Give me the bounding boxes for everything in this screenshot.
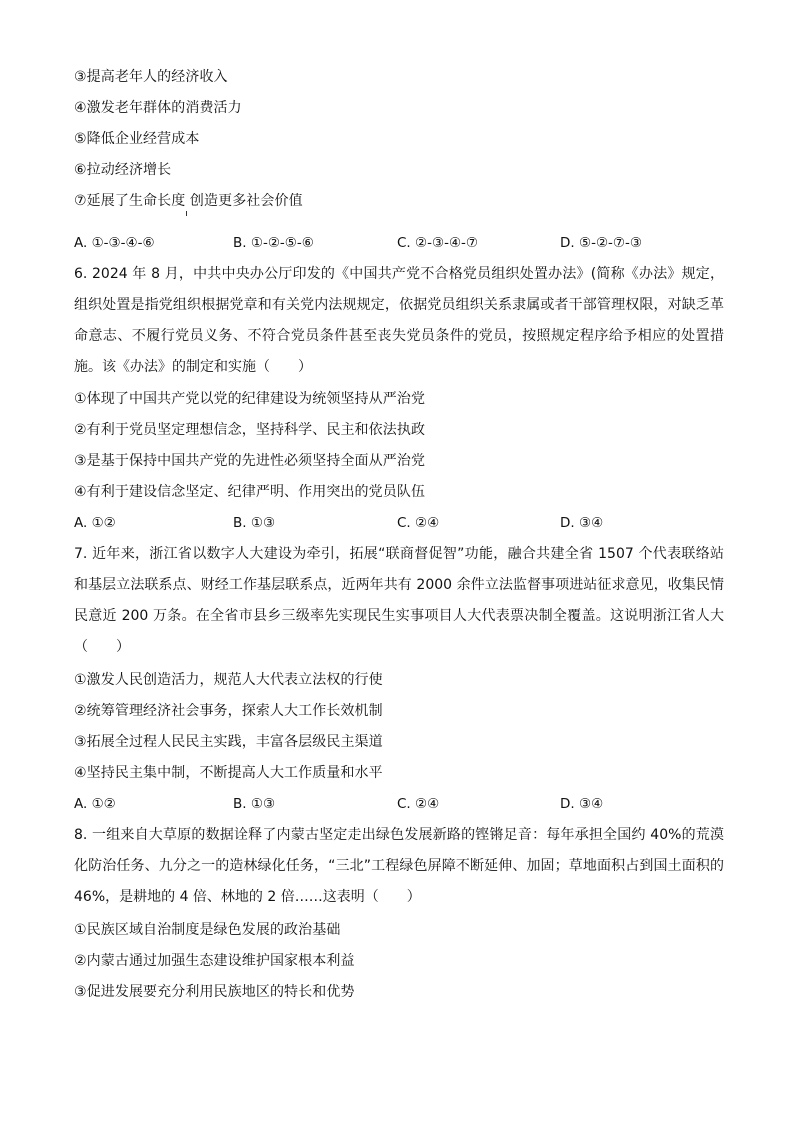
option-3: ③提高老年人的经济收入	[74, 69, 228, 85]
q7-stem: 7. 近年来，浙江省以数字人大建设为牵引，拓展“联商督促智”功能，融合共建全省 1507 个代表联络站和基层立法联系点、财经工作基层联系点，近两年共有 2000 余件立法监督事项进站征求意见，收集民情民意近 200 万条。在全省市县乡三级率先实现民生实事项目人大代表票决制全覆盖。这说明浙江省人大（ ）	[74, 546, 724, 655]
q7-choice-a: A. ①②	[74, 796, 116, 812]
q8-stem: 8. 一组来自大草原的数据诠释了内蒙古坚定走出绿色发展新路的铿锵足音：每年承担全国约 40%的荒漠化防治任务、九分之一的造林绿化任务，“三北”工程绿色屏障不断延伸、加固；草地面积占到国土面积的 46%，是耕地的 4 倍、林地的 2 倍……这表明（ ）	[74, 827, 724, 905]
q8-option-2: ②内蒙古通过加强生态建设维护国家根本利益	[74, 953, 355, 969]
option-4: ④激发老年群体的消费活力	[74, 100, 242, 116]
q8-option-1: ①民族区域自治制度是绿色发展的政治基础	[74, 922, 341, 938]
q7-option-2: ②统筹管理经济社会事务，探索人大工作长效机制	[74, 703, 383, 719]
q6-option-3: ③是基于保持中国共产党的先进性必须坚持全面从严治党	[74, 453, 426, 469]
choice-b: B. ①-②-⑤-⑥	[233, 235, 314, 251]
choice-d: D. ⑤-②-⑦-③	[560, 235, 643, 251]
q7-choice-c: C. ②④	[397, 796, 440, 812]
choice-a: A. ①-③-④-⑥	[74, 235, 155, 251]
q6-stem: 6. 2024 年 8 月，中共中央办公厅印发的《中国共产党不合格党员组织处置办法》(简称《办法》规定，组织处置是指党组织根据党章和有关党内法规规定，依据党员组织关系隶属或者干部管理权限，对缺乏革命意志、不履行党员义务、不符合党员条件甚至丧失党员条件的党员，按照规定程序给予相应的处置措施。该《办法》的制定和实施（ ）	[74, 266, 724, 375]
option-5: ⑤降低企业经营成本	[74, 131, 200, 147]
q6-choice-d: D. ③④	[560, 515, 604, 531]
option-6: ⑥拉动经济增长	[74, 162, 172, 178]
q6-choice-a: A. ①②	[74, 515, 116, 531]
q8-option-3: ③促进发展要充分利用民族地区的特长和优势	[74, 984, 355, 1000]
q7-option-4: ④坚持民主集中制，不断提高人大工作质量和水平	[74, 765, 383, 781]
q6-option-1: ①体现了中国共产党以党的纪律建设为统领坚持从严治党	[74, 391, 426, 407]
q7-choice-d: D. ③④	[560, 796, 604, 812]
option-7: ⑦延展了生命长度 创造更多社会价值	[74, 193, 303, 209]
choice-c: C. ②-③-④-⑦	[397, 235, 479, 251]
stray-mark	[186, 211, 187, 216]
q6-option-2: ②有利于党员坚定理想信念，坚持科学、民主和依法执政	[74, 422, 426, 438]
q6-choice-c: C. ②④	[397, 515, 440, 531]
q6-option-4: ④有利于建设信念坚定、纪律严明、作用突出的党员队伍	[74, 484, 426, 500]
q6-choice-b: B. ①③	[233, 515, 276, 531]
q7-option-3: ③拓展全过程人民民主实践，丰富各层级民主渠道	[74, 734, 383, 750]
q7-choice-b: B. ①③	[233, 796, 276, 812]
q7-option-1: ①激发人民创造活力，规范人大代表立法权的行使	[74, 672, 383, 688]
